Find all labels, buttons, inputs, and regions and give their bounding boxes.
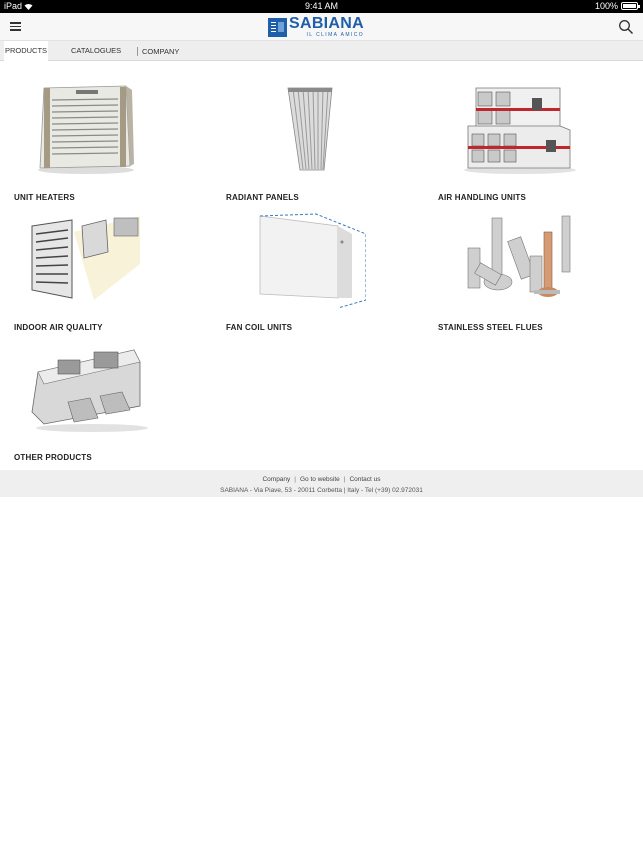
footer-link-website[interactable]: Go to website bbox=[300, 476, 340, 483]
product-label: INDOOR AIR QUALITY bbox=[14, 323, 103, 332]
product-indoor-air-quality[interactable] bbox=[0, 212, 190, 332]
battery-percent: 100% bbox=[594, 1, 618, 11]
product-label: STAINLESS STEEL FLUES bbox=[438, 323, 543, 332]
radiant-panel-image bbox=[226, 82, 366, 192]
stainless-steel-flues-image bbox=[438, 212, 578, 322]
product-other-products[interactable] bbox=[0, 342, 190, 462]
product-stainless-steel-flues[interactable] bbox=[424, 212, 614, 332]
indoor-air-quality-image bbox=[14, 212, 154, 322]
logo-tagline: IL CLIMA AMICO bbox=[306, 32, 364, 38]
tab-bar bbox=[0, 41, 643, 61]
product-label: AIR HANDLING UNITS bbox=[438, 193, 527, 202]
air-handling-unit-image bbox=[438, 82, 578, 192]
status-time: 9:41 AM bbox=[304, 1, 339, 11]
status-bar bbox=[0, 0, 643, 13]
footer-address: SABIANA - Via Piave, 53 - 20011 Corbetta | Italy - Tel (+39) 02.972031 bbox=[220, 487, 423, 494]
tab-company[interactable]: COMPANY bbox=[137, 47, 179, 56]
fan-coil-unit-image bbox=[226, 212, 366, 322]
logo-mark-icon bbox=[268, 18, 287, 37]
footer-link-company[interactable]: Company bbox=[262, 476, 291, 483]
device-name: iPad bbox=[4, 1, 23, 11]
product-label: UNIT HEATERS bbox=[14, 193, 75, 202]
product-radiant-panels[interactable] bbox=[212, 82, 402, 202]
tab-catalogues[interactable]: CATALOGUES bbox=[71, 46, 122, 55]
product-label: OTHER PRODUCTS bbox=[14, 453, 92, 462]
logo-name: SABIANA bbox=[289, 15, 364, 32]
product-label: FAN COIL UNITS bbox=[226, 323, 293, 332]
sabiana-logo[interactable] bbox=[268, 16, 364, 38]
footer bbox=[0, 470, 643, 497]
product-unit-heaters[interactable] bbox=[0, 82, 190, 202]
battery-icon bbox=[621, 2, 638, 10]
product-label: RADIANT PANELS bbox=[226, 193, 299, 202]
app-header bbox=[0, 13, 643, 41]
footer-links: Company | Go to website | Contact us bbox=[262, 476, 381, 483]
unit-heater-image bbox=[14, 82, 154, 192]
status-right bbox=[595, 1, 638, 11]
product-air-handling-units[interactable] bbox=[424, 82, 614, 202]
search-icon[interactable] bbox=[618, 19, 634, 35]
other-products-image bbox=[14, 342, 154, 452]
tab-products[interactable]: PRODUCTS bbox=[4, 41, 48, 61]
product-fan-coil-units[interactable] bbox=[212, 212, 402, 332]
hamburger-icon[interactable] bbox=[10, 22, 21, 31]
footer-link-contact[interactable]: Contact us bbox=[349, 476, 381, 483]
